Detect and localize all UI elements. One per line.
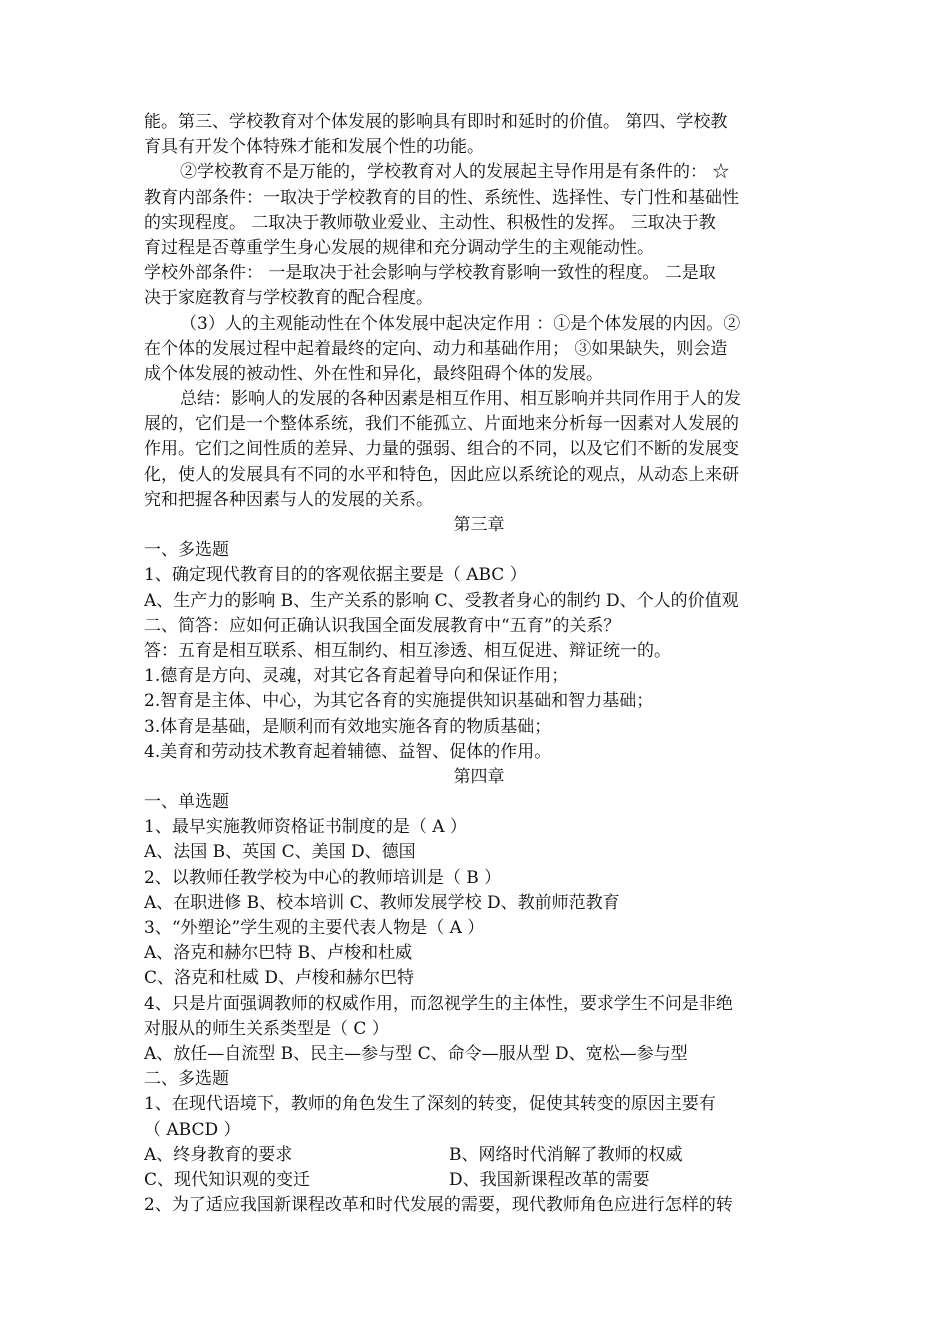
- text-line: A、洛克和赫尔巴特 B、卢梭和杜威: [144, 943, 413, 964]
- text-line: 1、最早实施教师资格证书制度的是（ A ）: [144, 817, 467, 838]
- text-line: 3、“外塑论”学生观的主要代表人物是（ A ）: [144, 918, 485, 938]
- text-line: 总结：影响人的发展的各种因素是相互作用、相互影响并共同作用于人的发: [180, 389, 741, 410]
- text-line: （3）人的主观能动性在个体发展中起决定作用 ：①是个体发展的内因。②: [180, 313, 741, 334]
- document-page: [144, 110, 814, 1218]
- text-line: 二、多选题: [144, 1069, 229, 1090]
- option-left: A、终身教育的要求: [144, 1144, 293, 1165]
- text-line: A、放任—自流型 B、民主—参与型 C、命令—服从型 D、宽松—参与型: [144, 1043, 688, 1064]
- text-line: 能。第三、学校教育对个体发展的影响具有即时和延时的价值。 第四、学校教: [144, 112, 728, 132]
- text-line: 2、以教师任教学校为中心的教师培训是（ B ）: [144, 867, 502, 888]
- text-line: 决于家庭教育与学校教育的配合程度。: [144, 288, 433, 309]
- text-line: 育具有开发个体特殊才能和发展个性的功能。: [144, 137, 484, 158]
- text-line: 4.美育和劳动技术教育起着辅德、益智、促体的作用。: [144, 741, 552, 762]
- text-line: 一、单选题: [144, 792, 229, 813]
- text-line: 第四章: [453, 766, 505, 787]
- text-line: 1.德育是方向、灵魂，对其它各育起着导向和保证作用；: [144, 666, 569, 687]
- text-line: 3.体育是基础，是顺利而有效地实施各育的物质基础；: [144, 716, 552, 737]
- text-line: [144, 1143, 814, 1168]
- text-line: 作用。它们之间性质的差异、力量的强弱、组合的不同，以及它们不断的发展变: [144, 439, 739, 460]
- text-line: 究和把握各种因素与人的发展的关系。: [144, 489, 433, 510]
- text-line: A、法国 B、英国 C、美国 D、德国: [144, 842, 416, 863]
- text-line: [144, 1168, 814, 1193]
- text-line: 育过程是否尊重学生身心发展的规律和充分调动学生的主观能动性。: [144, 237, 654, 258]
- text-line: 1、确定现代教育目的的客观依据主要是（ ABC ）: [144, 565, 527, 586]
- text-line: 第三章: [453, 515, 505, 535]
- text-line: 成个体发展的被动性、外在性和异化，最终阻碍个体的发展。: [144, 363, 603, 384]
- text-line: 答：五育是相互联系、相互制约、相互渗透、相互促进、辩证统一的。: [144, 640, 671, 661]
- text-line: 展的，它们是一个整体系统，我们不能孤立、片面地来分析每一因素对人发展的: [144, 414, 739, 435]
- text-line: A、在职进修 B、校本培训 C、教师发展学校 D、教前师范教育: [144, 892, 620, 913]
- text-line: 一、多选题: [144, 540, 229, 561]
- text-line: 2、为了适应我国新课程改革和时代发展的需要，现代教师角色应进行怎样的转: [144, 1195, 733, 1216]
- text-line: 4、只是片面强调教师的权威作用，而忽视学生的主体性，要求学生不问是非绝: [144, 993, 733, 1014]
- option-right: B、网络时代消解了教师的权威: [449, 1144, 683, 1165]
- text-line: 的实现程度。 二取决于教师敬业爱业、主动性、积极性的发挥。 三取决于教: [144, 212, 716, 233]
- text-line: A、生产力的影响 B、生产关系的影响 C、受教者身心的制约 D、个人的价值观: [144, 590, 739, 611]
- text-line: 对服从的师生关系类型是（ C ）: [144, 1018, 389, 1039]
- text-line: 1、在现代语境下，教师的角色发生了深刻的转变，促使其转变的原因主要有: [144, 1094, 716, 1115]
- text-line: 在个体的发展过程中起着最终的定向、动力和基础作用； ③如果缺失，则会造: [144, 338, 728, 359]
- text-line: 化，使人的发展具有不同的水平和特色，因此应以系统论的观点，从动态上来研: [144, 464, 739, 485]
- text-line: 学校外部条件： 一是取决于社会影响与学校教育影响一致性的程度。 二是取: [144, 263, 716, 284]
- text-line: （ ABCD ）: [144, 1119, 241, 1140]
- option-right: D、我国新课程改革的需要: [449, 1169, 650, 1190]
- text-line: 2.智育是主体、中心，为其它各育的实施提供知识基础和智力基础；: [144, 691, 654, 712]
- text-line: 教育内部条件：一取决于学校教育的目的性、系统性、选择性、专门性和基础性: [144, 187, 739, 208]
- text-line: ②学校教育不是万能的，学校教育对人的发展起主导作用是有条件的： ☆: [180, 162, 730, 183]
- text-line: 二、简答：应如何正确认识我国全面发展教育中“五育”的关系？: [144, 615, 621, 636]
- option-left: C、现代知识观的变迁: [144, 1169, 311, 1190]
- text-line: C、洛克和杜威 D、卢梭和赫尔巴特: [144, 968, 415, 989]
